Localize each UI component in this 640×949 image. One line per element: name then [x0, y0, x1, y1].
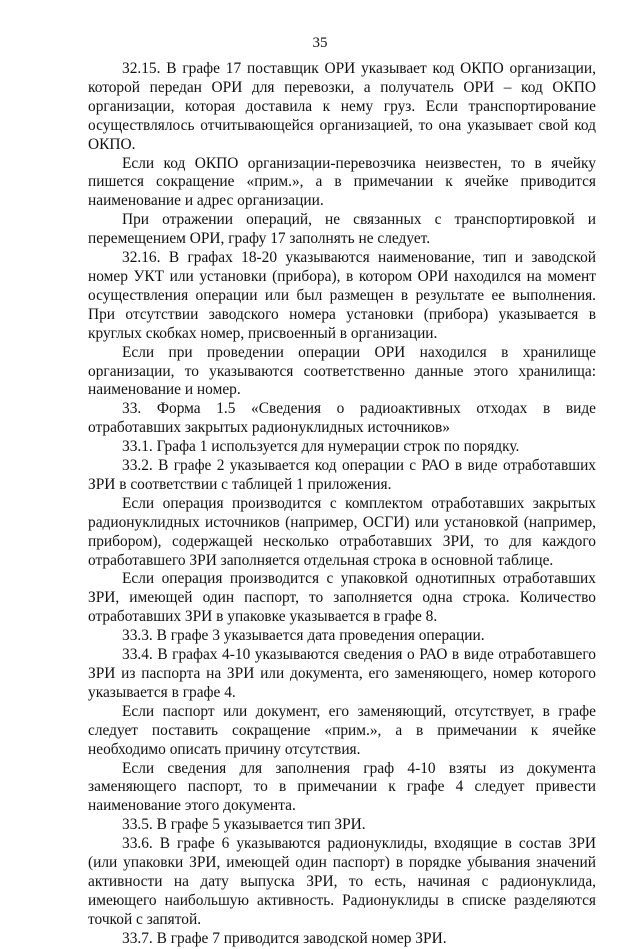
- paragraph-package-single-passport: Если операция производится с упаковкой однотипных отработавших ЗРИ, имеющей один паспорт, то заполняется одна строка. Количество отработавших ЗРИ в упаковке указывается в графе 8.: [88, 570, 596, 626]
- paragraph-33-7: 33.7. В графе 7 приводится заводской номер ЗРИ.: [122, 929, 447, 947]
- paragraph-33-1: 33.1. Графа 1 используется для нумерации строк по порядку.: [122, 438, 520, 456]
- paragraph-32-16: 32.16. В графах 18-20 указываются наименование, тип и заводской номер УКТ или установки (прибора), в котором ОРИ находился на момент осуществления операции или был размещен в результате ее выполнения. При отсутствии заводского номера установки (прибора) указывается в круглых скобках номер, присвоенный в организации.: [88, 249, 596, 342]
- paragraph-carrier-code-unknown: Если код ОКПО организации-перевозчика неизвестен, то в ячейку пишется сокращение «прим.», а в примечании к ячейке приводится наименование и адрес организации.: [88, 154, 596, 210]
- paragraph-source-set: Если операция производится с комплектом отработавших закрытых радионуклидных источников (например, ОСГИ) или установкой (например, прибором), содержащей несколько отработавших ЗРИ, то для каждого отработавшего ЗРИ заполняется отдельная строка в основной таблице.: [88, 494, 596, 569]
- paragraph-33-6: 33.6. В графе 6 указываются радионуклиды, входящие в состав ЗРИ (или упаковки ЗРИ, имеющей один паспорт) в порядке убывания значений активности на дату выпуска ЗРИ, то есть, начиная с радионуклида, имеющего наибольшую активность. Радионуклиды в списке разделяются точкой с запятой.: [88, 835, 596, 928]
- document-body: [88, 60, 596, 949]
- paragraph-substitute-document: Если сведения для заполнения граф 4-10 взяты из документа заменяющего паспорт, то в примечании к графе 4 следует привести наименование этого документа.: [88, 759, 596, 815]
- paragraph-33-3: 33.3. В графе 3 указывается дата проведения операции.: [122, 627, 485, 645]
- paragraph-column-17-not-filled: При отражении операций, не связанных с транспортировкой и перемещением ОРИ, графу 17 заполнять не следует.: [88, 211, 596, 248]
- paragraph-passport-missing: Если паспорт или документ, его заменяющий, отсутствует, в графе следует поставить сокращение «прим.», а в примечании к ячейке необходимо описать причину отсутствия.: [88, 702, 596, 758]
- paragraph-33-form-1-5: 33. Форма 1.5 «Сведения о радиоактивных отходах в виде отработавших закрытых радионуклидных источников»: [88, 400, 596, 437]
- page-number: 35: [312, 35, 328, 51]
- paragraph-storage-data: Если при проведении операции ОРИ находился в хранилище организации, то указываются соответственно данные этого хранилища: наименование и номер.: [88, 343, 596, 399]
- paragraph-33-2: 33.2. В графе 2 указывается код операции с РАО в виде отработавших ЗРИ в соответствии с таблицей 1 приложения.: [88, 457, 596, 493]
- paragraph-32-15: 32.15. В графе 17 поставщик ОРИ указывает код ОКПО организации, которой передан ОРИ для перевозки, а получатель ОРИ – код ОКПО организации, которая доставила к нему груз. Если транспортирование осуществлялось отчитывающейся организацией, то она указывает свой код ОКПО.: [88, 60, 596, 153]
- paragraph-33-5: 33.5. В графе 5 указывается тип ЗРИ.: [122, 816, 366, 834]
- paragraph-33-4: 33.4. В графах 4-10 указываются сведения о РАО в виде отработавшего ЗРИ из паспорта на ЗРИ или документа, его заменяющего, номер которого указывается в графе 4.: [88, 646, 596, 701]
